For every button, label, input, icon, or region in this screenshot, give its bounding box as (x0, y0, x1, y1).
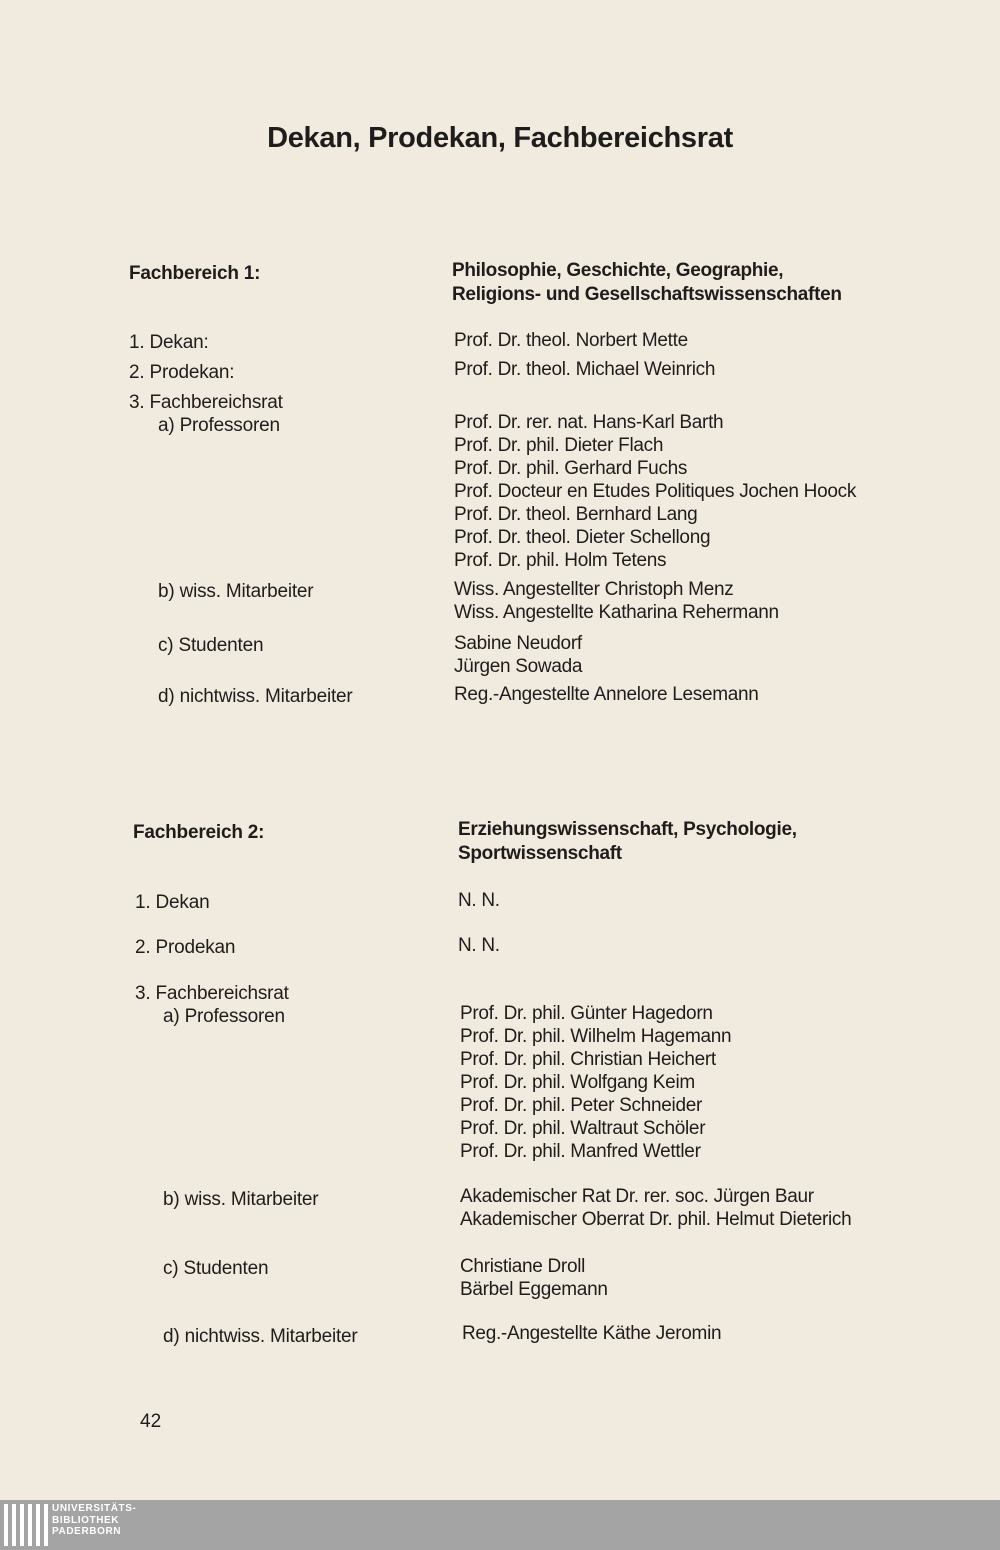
professoren-label: a) Professoren (163, 1006, 285, 1027)
logo-line: UNIVERSITÄTS- (52, 1503, 137, 1514)
list-item: Sabine Neudorf (454, 633, 582, 654)
prodekan-value: Prof. Dr. theol. Michael Weinrich (454, 359, 716, 380)
fachbereichsrat-label: 3. Fachbereichsrat (129, 392, 283, 413)
list-item: Prof. Dr. phil. Peter Schneider (460, 1095, 703, 1116)
page-title: Dekan, Prodekan, Fachbereichsrat (267, 122, 733, 154)
list-item: Akademischer Oberrat Dr. phil. Helmut Dieterich (460, 1209, 852, 1230)
list-item: Bärbel Eggemann (460, 1279, 608, 1300)
logo-line: PADERBORN (52, 1526, 122, 1537)
section-subject (458, 818, 797, 866)
section-subject (452, 259, 842, 307)
list-item: Prof. Dr. phil. Wolfgang Keim (460, 1072, 695, 1093)
list-item: Jürgen Sowada (454, 656, 583, 677)
subject-line: Philosophie, Geschichte, Geographie, (452, 260, 784, 281)
prodekan-value: N. N. (458, 935, 500, 956)
section-heading: Fachbereich 1: (129, 263, 261, 284)
dekan-label: 1. Dekan (135, 892, 210, 913)
prodekan-label: 2. Prodekan: (129, 362, 235, 383)
list-item: Akademischer Rat Dr. rer. soc. Jürgen Baur (460, 1186, 814, 1207)
professoren-label: a) Professoren (158, 415, 280, 436)
prodekan-label: 2. Prodekan (135, 937, 236, 958)
library-logo-text (52, 1503, 136, 1538)
list-item: Christiane Droll (460, 1256, 586, 1277)
list-item: Prof. Dr. theol. Bernhard Lang (454, 504, 698, 525)
wiss-list (460, 1185, 851, 1231)
list-item: Wiss. Angestellter Christoph Menz (454, 579, 734, 600)
dekan-label: 1. Dekan: (129, 332, 209, 353)
nichtwiss-value: Reg.-Angestellte Annelore Lesemann (454, 684, 759, 705)
nichtwiss-value: Reg.-Angestellte Käthe Jeromin (462, 1323, 722, 1344)
list-item: Prof. Dr. rer. nat. Hans-Karl Barth (454, 412, 724, 433)
wiss-label: b) wiss. Mitarbeiter (158, 581, 314, 602)
dekan-value: Prof. Dr. theol. Norbert Mette (454, 330, 688, 351)
professoren-list (454, 411, 856, 572)
list-item: Prof. Dr. phil. Dieter Flach (454, 435, 664, 456)
studenten-list (454, 632, 582, 678)
library-logo-icon (0, 1500, 48, 1550)
nichtwiss-label: d) nichtwiss. Mitarbeiter (163, 1326, 358, 1347)
nichtwiss-label: d) nichtwiss. Mitarbeiter (158, 686, 353, 707)
dekan-value: N. N. (458, 890, 500, 911)
page-number: 42 (140, 1411, 162, 1432)
list-item: Prof. Dr. phil. Manfred Wettler (460, 1141, 701, 1162)
wiss-list (454, 578, 779, 624)
list-item: Prof. Dr. phil. Christian Heichert (460, 1049, 716, 1070)
list-item: Prof. Dr. theol. Dieter Schellong (454, 527, 711, 548)
subject-line: Erziehungswissenschaft, Psychologie, (458, 819, 797, 840)
list-item: Prof. Dr. phil. Günter Hagedorn (460, 1003, 713, 1024)
list-item: Wiss. Angestellte Katharina Rehermann (454, 602, 779, 623)
studenten-label: c) Studenten (163, 1258, 269, 1279)
subject-line: Sportwissenschaft (458, 843, 622, 864)
section-heading: Fachbereich 2: (133, 822, 265, 843)
list-item: Prof. Dr. phil. Holm Tetens (454, 550, 667, 571)
wiss-label: b) wiss. Mitarbeiter (163, 1189, 319, 1210)
list-item: Prof. Dr. phil. Gerhard Fuchs (454, 458, 688, 479)
logo-line: BIBLIOTHEK (52, 1514, 120, 1526)
studenten-label: c) Studenten (158, 635, 264, 656)
studenten-list (460, 1255, 608, 1301)
list-item: Prof. Dr. phil. Wilhelm Hagemann (460, 1026, 732, 1047)
subject-line: Religions- und Gesellschaftswissenschaften (452, 284, 842, 305)
list-item: Prof. Docteur en Etudes Politiques Jochen Hoock (454, 481, 857, 502)
list-item: Prof. Dr. phil. Waltraut Schöler (460, 1118, 706, 1139)
fachbereichsrat-label: 3. Fachbereichsrat (135, 983, 289, 1004)
professoren-list (460, 1002, 731, 1163)
library-footer (0, 1500, 1000, 1550)
